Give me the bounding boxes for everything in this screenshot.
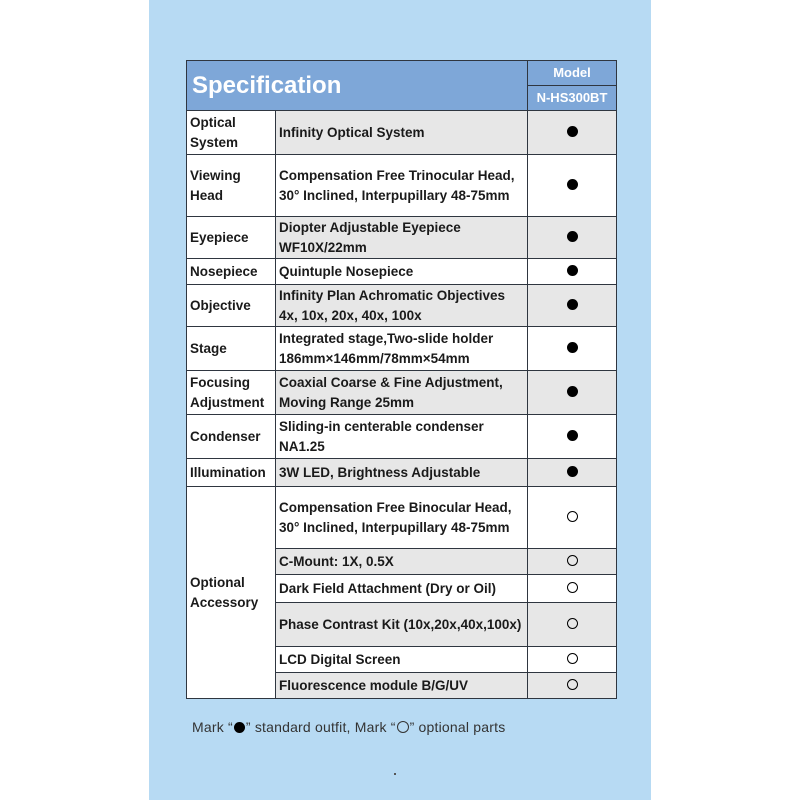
hollow-circle-icon	[567, 618, 578, 629]
filled-circle-icon	[567, 126, 578, 137]
table-row	[187, 111, 617, 155]
row-description: Phase Contrast Kit (10x,20x,40x,100x)	[276, 603, 528, 647]
model-code: N-HS300BT	[528, 86, 617, 111]
row-description: Infinity Optical System	[276, 111, 528, 155]
optional-mark	[528, 673, 617, 699]
table-row	[187, 327, 617, 371]
row-category: Focusing Adjustment	[187, 371, 276, 415]
table-row	[187, 285, 617, 327]
row-category: Condenser	[187, 415, 276, 459]
table-row	[187, 217, 617, 259]
standard-mark	[528, 415, 617, 459]
row-description: Compensation Free Binocular Head, 30° Inclined, Interpupillary 48-75mm	[276, 487, 528, 549]
standard-mark	[528, 111, 617, 155]
legend-text-2: ” standard outfit, Mark “	[245, 719, 396, 735]
table-row	[187, 459, 617, 487]
row-description: Integrated stage,Two-slide holder 186mm×146mm/78mm×54mm	[276, 327, 528, 371]
hollow-circle-icon	[567, 582, 578, 593]
row-description: Coaxial Coarse & Fine Adjustment, Moving Range 25mm	[276, 371, 528, 415]
row-description: Sliding-in centerable condenser NA1.25	[276, 415, 528, 459]
filled-circle-icon	[567, 265, 578, 276]
standard-mark	[528, 217, 617, 259]
optional-mark	[528, 575, 617, 603]
row-category: Stage	[187, 327, 276, 371]
table-row	[187, 371, 617, 415]
legend-text-1: Mark “	[192, 719, 233, 735]
standard-mark	[528, 155, 617, 217]
row-category: Eyepiece	[187, 217, 276, 259]
hollow-circle-icon	[567, 511, 578, 522]
standard-mark	[528, 259, 617, 285]
filled-circle-icon	[567, 231, 578, 242]
legend-note	[192, 719, 505, 735]
standard-mark	[528, 285, 617, 327]
optional-mark	[528, 549, 617, 575]
row-category: Optical System	[187, 111, 276, 155]
legend-text-3: ” optional parts	[409, 719, 506, 735]
optional-mark	[528, 487, 617, 549]
row-description: Fluorescence module B/G/UV	[276, 673, 528, 699]
row-category: Illumination	[187, 459, 276, 487]
model-label: Model	[528, 61, 617, 86]
table-title: Specification	[187, 61, 528, 111]
optional-mark	[528, 647, 617, 673]
table-row	[187, 487, 617, 549]
row-description: Infinity Plan Achromatic Objectives 4x, 10x, 20x, 40x, 100x	[276, 285, 528, 327]
hollow-circle-icon	[567, 679, 578, 690]
standard-mark	[528, 371, 617, 415]
filled-circle-icon	[567, 466, 578, 477]
optional-mark	[528, 603, 617, 647]
hollow-circle-icon	[567, 653, 578, 664]
decorative-dot	[394, 773, 396, 775]
standard-mark	[528, 327, 617, 371]
hollow-circle-icon	[397, 721, 409, 733]
filled-circle-icon	[567, 179, 578, 190]
filled-circle-icon	[234, 722, 245, 733]
row-description: C-Mount: 1X, 0.5X	[276, 549, 528, 575]
table-row	[187, 415, 617, 459]
filled-circle-icon	[567, 386, 578, 397]
row-description: LCD Digital Screen	[276, 647, 528, 673]
optional-accessory-category: Optional Accessory	[187, 487, 276, 699]
table-row	[187, 155, 617, 217]
hollow-circle-icon	[567, 555, 578, 566]
row-description: Diopter Adjustable Eyepiece WF10X/22mm	[276, 217, 528, 259]
row-category: Nosepiece	[187, 259, 276, 285]
table-row	[187, 259, 617, 285]
standard-mark	[528, 459, 617, 487]
row-description: Compensation Free Trinocular Head, 30° Inclined, Interpupillary 48-75mm	[276, 155, 528, 217]
row-description: 3W LED, Brightness Adjustable	[276, 459, 528, 487]
filled-circle-icon	[567, 430, 578, 441]
row-description: Dark Field Attachment (Dry or Oil)	[276, 575, 528, 603]
row-category: Objective	[187, 285, 276, 327]
filled-circle-icon	[567, 299, 578, 310]
filled-circle-icon	[567, 342, 578, 353]
row-description: Quintuple Nosepiece	[276, 259, 528, 285]
row-category: Viewing Head	[187, 155, 276, 217]
specification-table	[186, 60, 617, 699]
